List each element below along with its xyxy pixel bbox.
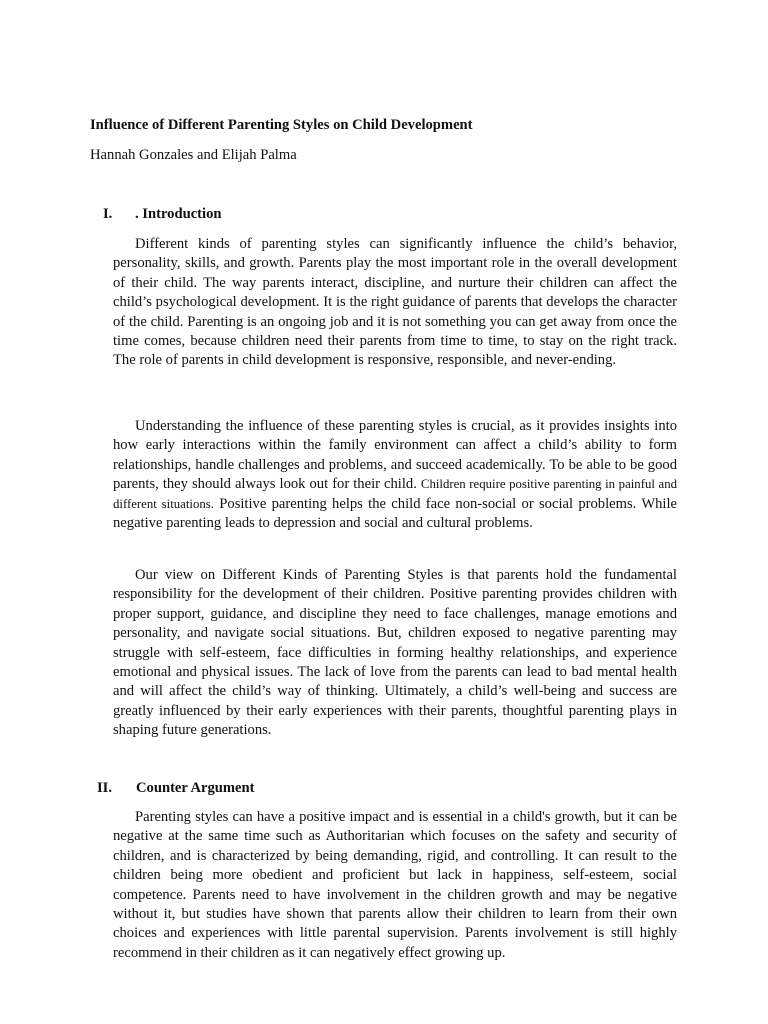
paragraph-introduction-2 [113, 417, 677, 533]
paragraph-text: Positive parenting helps the child face non-social or social problems. While negative parenting leads to depression and social and cultural problems. [113, 495, 678, 532]
paragraph-counter-argument: Parenting styles can have a positive impact and is essential in a child's growth, but it can be negative at the same time such as Authoritarian which focuses on the safety and security of children, and is characterized by being demanding, rigid, and controlling. It can result to the children being more obedient and proficient but lack in happiness, self-esteem, social competence. Parents need to have involvement in the children growth and may be negative without it, but studies have shown that parents allow their children to learn from their own choices and experiences with little parental supervision. Parents involvement is still highly recommend in their children as it can negatively effect growing up. [113, 809, 677, 961]
paragraph-text-small: Children require positive parenting in painful and different situations. [113, 477, 677, 511]
paragraph-introduction-3: Our view on Different Kinds of Parenting Styles is that parents hold the fundamental responsibility for the development of their children. Positive parenting provides children with proper support, guidance, and discipline they need to face challenges, manage emotions and personality, and navigate social situations. But, children exposed to negative parenting may struggle with self-esteem, face difficulties in forming healthy relationships, and experience emotional and physical issues. The lack of love from the parents can lead to bad mental health and will affect the child’s way of thinking. Ultimately, a child’s well-being and success are greatly influenced by their early experiences with their parents, thoughtful parenting plays in shaping future generations. [113, 567, 677, 739]
document-title: Influence of Different Parenting Styles on Child Development [90, 117, 473, 133]
section-heading-introduction [103, 205, 303, 224]
section-heading-counter-argument [97, 779, 347, 798]
paragraph-text: Understanding the influence of these parenting styles is crucial, as it provides insights into how early interactions within the family environment can affect a child’s ability to form relationships, handle challenges and problems, and succeed academically. To be able to be good parents, they should always look out for their child. [113, 418, 677, 493]
section-title: Counter Argument [136, 780, 255, 796]
document-authors: Hannah Gonzales and Elijah Palma [90, 147, 297, 163]
section-number: II. [97, 780, 113, 796]
section-title: . Introduction [135, 206, 222, 222]
paragraph-introduction-1: Different kinds of parenting styles can significantly influence the child’s behavior, personality, skills, and growth. Parents play the most important role in the overall development of their child. The way parents interact, discipline, and nurture their children can affect the child’s psychological development. It is the right guidance of parents that develops the character of the child. Parenting is an ongoing job and it is not something you can get away from once the time comes, because children need their parents from time to time, to stay on the right track. The role of parents in child development is responsive, responsible, and never-ending. [113, 236, 677, 369]
section-number: I. [103, 206, 113, 222]
